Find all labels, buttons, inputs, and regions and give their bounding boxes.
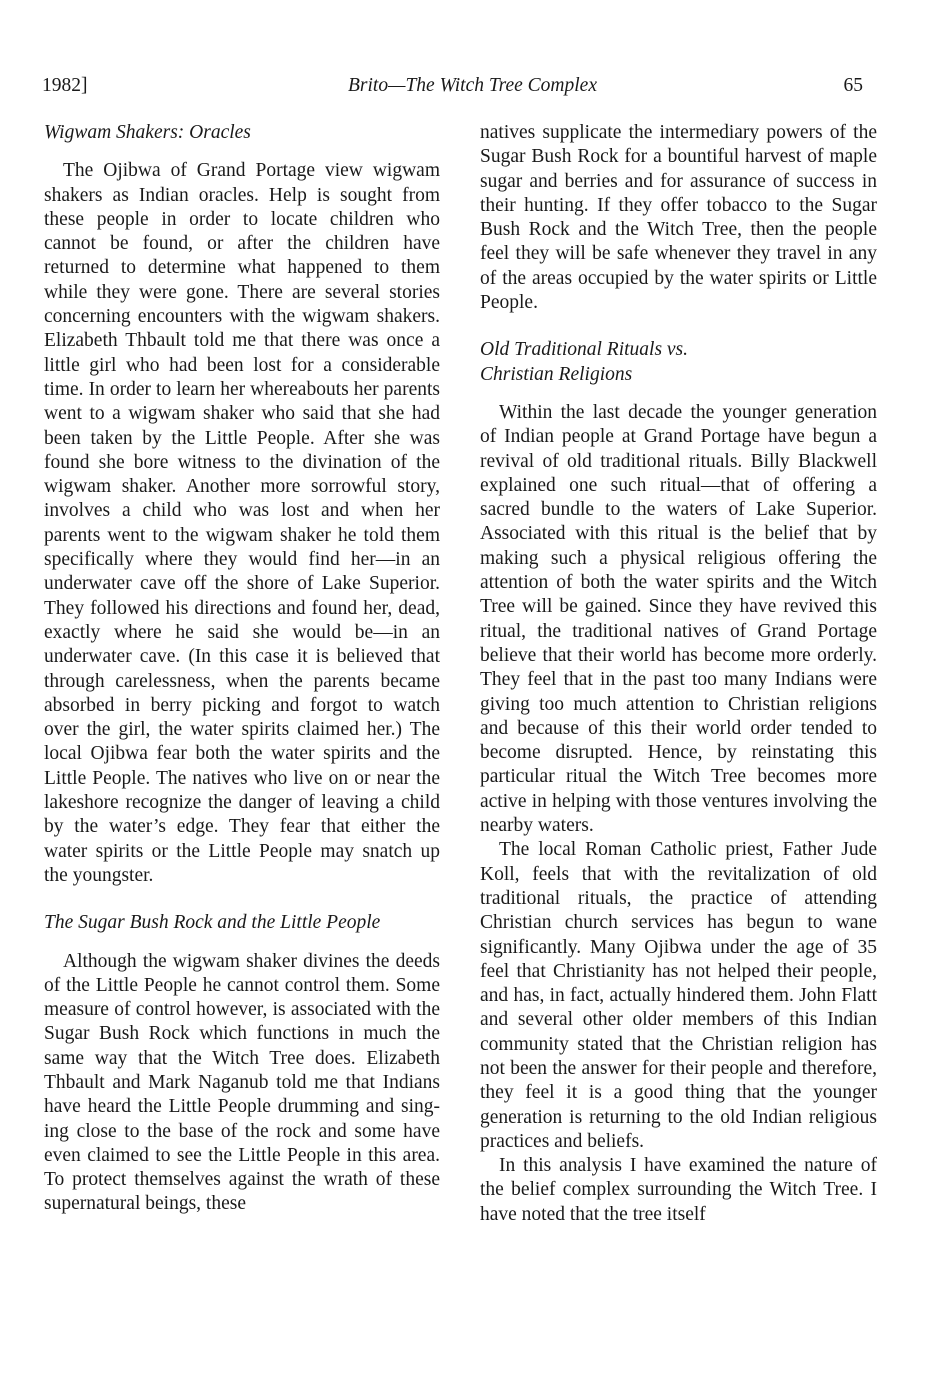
header-year: 1982]	[42, 75, 88, 96]
page-number: 65	[843, 75, 863, 96]
section-heading-sugar-bush-rock: The Sugar Bush Rock and the Little People	[44, 912, 381, 934]
right-column	[480, 121, 877, 1227]
left-column	[44, 121, 440, 1217]
paragraph-catholic-priest: The local Roman Catholic priest, Father Jude Koll, feels that with the revitalization of old traditional rituals, the practice of attending Christian church services has begun to wane significantly. Many Ojibwa under the age of 35 feel that Christianity has not helped their people, and has, in fact, actually hindered them. John Flatt and several other older members of this Indian community stated that the Christian religion has not been the answer for their people and therefore, they feel it is a good thing that the younger generation is returning to the old Indian religious practices and beliefs.	[480, 839, 877, 1152]
paragraph-continued: natives supplicate the intermediary powers of the Sugar Bush Rock for a bountiful harvest of maple sugar and berries and for assurance of success in their hunting. If they offer tobacco to the Sugar Bush Rock and the Witch Tree, then the people feel they will be safe whenever they travel in any of the areas occupied by the water spirits or Little People.	[480, 122, 877, 314]
section-heading-traditional-rituals	[480, 338, 877, 387]
paragraph-analysis: In this analysis I have examined the nature of the belief complex surrounding the Witch Tree. I have noted that the tree itself	[480, 1155, 877, 1225]
paragraph-sugar-bush-rock: Although the wigwam shaker divines the deeds of the Little People he cannot control them. Some measure of control however, is associated with the Sugar Bush Rock which functions in much the same way that the Witch Tree does. Elizabeth Thbault and Mark Naganub told me that Indians have heard the Little People drumming and singing close to the base of the rock and some have even claimed to see the Little People in this area. To protect themselves against the wrath of these supernatural beings, these	[44, 950, 440, 1215]
paragraph-revival: Within the last decade the younger generation of Indian people at Grand Portage have begun a revival of old traditional rituals. Billy Blackwell explained one such ritual—that of offering a sacred bundle to the waters of Lake Superior. Associated with this ritual is the belief that by making such a physical religious offering the attention of both the water spirits and the Witch Tree will be gained. Since they have revived this ritual, the traditional natives of Grand Portage believe that their world has become more orderly. They feel that in the past too many Indians were giving too much attention to Christian religions and because of this their world order tended to become disrupted. Hence, by reinstating this particular ritual the Witch Tree becomes more active in helping with those ventures involving the nearby waters.	[480, 401, 877, 837]
section-heading-wigwam-shakers: Wigwam Shakers: Oracles	[44, 122, 251, 143]
running-title: Brito—The Witch Tree Complex	[348, 75, 597, 96]
paragraph-wigwam-shakers: The Ojibwa of Grand Portage view wigwam shakers as Indian oracles. Help is sought from these people in order to locate children who cannot be found, or after the children have returned to determine what happened to them while they were gone. There are several stories concerning encounters with the wigwam shakers. Elizabeth Thbault told me that there was once a little girl who had been lost for a considerable time. In order to learn her whereabouts her parents went to a wigwam shaker who said that she had been taken by the Little People. After she was found she bore witness to the divination of the wigwam shaker. Another more sorrowful story, involves a child who was lost and when her parents went to the wigwam shaker he told them specifically where they would find her—in an underwater cave off the shore of Lake Superior. They followed his directions and found her, dead, exactly where he said she would be—in an underwater cave. (In this case it is believed that through carelessness, when the parents became absorbed in berry picking and forgot to watch over the girl, the water spirits claimed her.) The local Ojibwa fear both the water spirits and the Little People. The natives who live on or near the lakeshore recognize the danger of leaving a child by the water’s edge. They fear that either the water spirits or the Little People may snatch up the youngster.	[44, 160, 440, 886]
section-heading-line-1: Old Traditional Rituals vs.	[480, 339, 689, 361]
section-heading-line-2: Christian Religions	[480, 363, 633, 385]
